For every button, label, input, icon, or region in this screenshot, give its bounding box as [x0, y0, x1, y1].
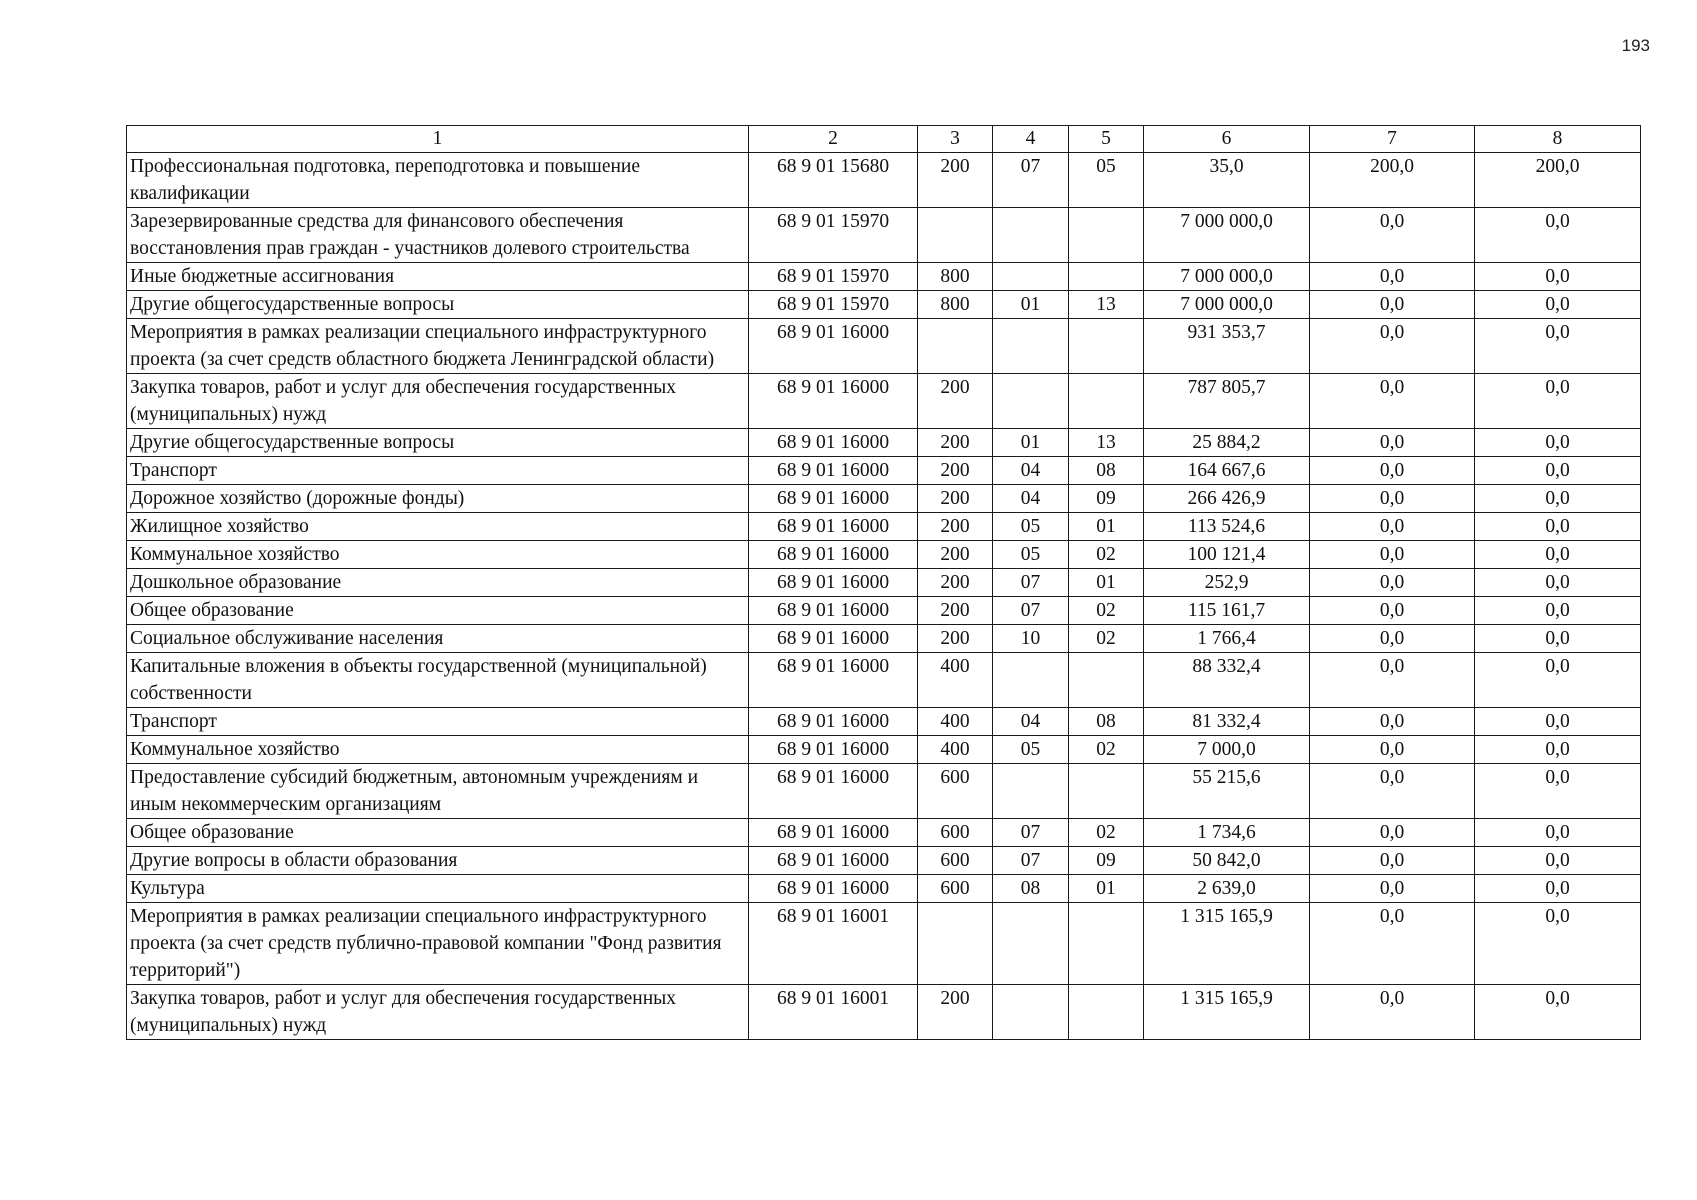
target-article-cell: 68 9 01 16000	[749, 319, 918, 374]
amount-year1-cell: 35,0	[1144, 153, 1310, 208]
amount-year3-cell: 0,0	[1475, 485, 1641, 513]
table-row	[127, 847, 1641, 875]
amount-year3-cell: 0,0	[1475, 263, 1641, 291]
target-article-cell: 68 9 01 15970	[749, 208, 918, 263]
amount-year1-cell: 55 215,6	[1144, 764, 1310, 819]
amount-year2-cell: 0,0	[1310, 208, 1475, 263]
section-cell: 10	[993, 625, 1069, 653]
amount-year3-cell: 0,0	[1475, 903, 1641, 985]
section-cell: 01	[993, 291, 1069, 319]
subsection-cell	[1069, 208, 1144, 263]
expense-type-cell: 200	[918, 597, 993, 625]
amount-year1-cell: 7 000,0	[1144, 736, 1310, 764]
amount-year2-cell: 0,0	[1310, 291, 1475, 319]
amount-year1-cell: 164 667,6	[1144, 457, 1310, 485]
target-article-cell: 68 9 01 16000	[749, 569, 918, 597]
subsection-cell	[1069, 985, 1144, 1040]
table-row	[127, 291, 1641, 319]
table-row	[127, 569, 1641, 597]
subsection-cell	[1069, 903, 1144, 985]
amount-year2-cell: 0,0	[1310, 875, 1475, 903]
amount-year2-cell: 0,0	[1310, 819, 1475, 847]
amount-year1-cell: 266 426,9	[1144, 485, 1310, 513]
section-cell	[993, 764, 1069, 819]
section-cell: 07	[993, 569, 1069, 597]
expense-name-cell: Коммунальное хозяйство	[127, 541, 749, 569]
section-cell: 07	[993, 847, 1069, 875]
section-cell: 01	[993, 429, 1069, 457]
subsection-cell: 02	[1069, 541, 1144, 569]
expense-type-cell	[918, 319, 993, 374]
target-article-cell: 68 9 01 16000	[749, 429, 918, 457]
amount-year3-cell: 0,0	[1475, 208, 1641, 263]
expense-name-cell: Закупка товаров, работ и услуг для обеспечения государственных (муниципальных) нужд	[127, 985, 749, 1040]
expense-name-cell: Другие общегосударственные вопросы	[127, 429, 749, 457]
subsection-cell: 02	[1069, 819, 1144, 847]
target-article-cell: 68 9 01 16000	[749, 457, 918, 485]
subsection-cell	[1069, 764, 1144, 819]
amount-year1-cell: 7 000 000,0	[1144, 208, 1310, 263]
column-header: 6	[1144, 126, 1310, 153]
amount-year1-cell: 81 332,4	[1144, 708, 1310, 736]
expense-type-cell: 600	[918, 875, 993, 903]
amount-year3-cell: 0,0	[1475, 569, 1641, 597]
amount-year1-cell: 2 639,0	[1144, 875, 1310, 903]
amount-year3-cell: 0,0	[1475, 708, 1641, 736]
expense-type-cell: 200	[918, 985, 993, 1040]
amount-year3-cell: 0,0	[1475, 847, 1641, 875]
column-number-row	[127, 126, 1641, 153]
expense-type-cell: 200	[918, 374, 993, 429]
column-header: 2	[749, 126, 918, 153]
amount-year2-cell: 0,0	[1310, 457, 1475, 485]
target-article-cell: 68 9 01 16001	[749, 985, 918, 1040]
amount-year1-cell: 115 161,7	[1144, 597, 1310, 625]
amount-year1-cell: 7 000 000,0	[1144, 291, 1310, 319]
subsection-cell	[1069, 319, 1144, 374]
table-row	[127, 457, 1641, 485]
table-row	[127, 736, 1641, 764]
amount-year3-cell: 200,0	[1475, 153, 1641, 208]
target-article-cell: 68 9 01 16000	[749, 819, 918, 847]
amount-year1-cell: 25 884,2	[1144, 429, 1310, 457]
amount-year2-cell: 0,0	[1310, 374, 1475, 429]
amount-year1-cell: 50 842,0	[1144, 847, 1310, 875]
subsection-cell	[1069, 653, 1144, 708]
subsection-cell: 13	[1069, 291, 1144, 319]
amount-year1-cell: 787 805,7	[1144, 374, 1310, 429]
section-cell	[993, 374, 1069, 429]
expense-type-cell	[918, 903, 993, 985]
table-row	[127, 903, 1641, 985]
column-header: 8	[1475, 126, 1641, 153]
expense-name-cell: Коммунальное хозяйство	[127, 736, 749, 764]
table-row	[127, 985, 1641, 1040]
subsection-cell	[1069, 263, 1144, 291]
section-cell: 07	[993, 597, 1069, 625]
section-cell	[993, 985, 1069, 1040]
amount-year2-cell: 0,0	[1310, 597, 1475, 625]
expense-type-cell: 200	[918, 569, 993, 597]
table-row	[127, 875, 1641, 903]
amount-year3-cell: 0,0	[1475, 597, 1641, 625]
amount-year2-cell: 0,0	[1310, 653, 1475, 708]
target-article-cell: 68 9 01 16000	[749, 875, 918, 903]
column-header: 3	[918, 126, 993, 153]
amount-year3-cell: 0,0	[1475, 985, 1641, 1040]
amount-year2-cell: 0,0	[1310, 319, 1475, 374]
section-cell	[993, 653, 1069, 708]
expense-name-cell: Транспорт	[127, 457, 749, 485]
expense-name-cell: Капитальные вложения в объекты государственной (муниципальной) собственности	[127, 653, 749, 708]
subsection-cell: 05	[1069, 153, 1144, 208]
section-cell: 07	[993, 153, 1069, 208]
section-cell: 05	[993, 513, 1069, 541]
subsection-cell: 01	[1069, 569, 1144, 597]
section-cell	[993, 903, 1069, 985]
expense-name-cell: Мероприятия в рамках реализации специального инфраструктурного проекта (за счет средств областного бюджета Ленинградской области)	[127, 319, 749, 374]
target-article-cell: 68 9 01 16000	[749, 597, 918, 625]
subsection-cell	[1069, 374, 1144, 429]
amount-year1-cell: 1 766,4	[1144, 625, 1310, 653]
amount-year3-cell: 0,0	[1475, 819, 1641, 847]
target-article-cell: 68 9 01 16000	[749, 764, 918, 819]
expense-name-cell: Дошкольное образование	[127, 569, 749, 597]
table-row	[127, 625, 1641, 653]
subsection-cell: 08	[1069, 708, 1144, 736]
section-cell	[993, 319, 1069, 374]
target-article-cell: 68 9 01 16000	[749, 847, 918, 875]
amount-year2-cell: 0,0	[1310, 764, 1475, 819]
table-row	[127, 541, 1641, 569]
amount-year3-cell: 0,0	[1475, 875, 1641, 903]
target-article-cell: 68 9 01 16001	[749, 903, 918, 985]
expense-type-cell: 200	[918, 625, 993, 653]
expense-name-cell: Общее образование	[127, 819, 749, 847]
page-number: 193	[1621, 36, 1650, 55]
target-article-cell: 68 9 01 15970	[749, 263, 918, 291]
subsection-cell: 08	[1069, 457, 1144, 485]
table-row	[127, 208, 1641, 263]
table-row	[127, 653, 1641, 708]
amount-year3-cell: 0,0	[1475, 764, 1641, 819]
section-cell: 05	[993, 736, 1069, 764]
target-article-cell: 68 9 01 16000	[749, 541, 918, 569]
expense-name-cell: Предоставление субсидий бюджетным, автономным учреждениям и иным некоммерческим организациям	[127, 764, 749, 819]
expense-type-cell: 400	[918, 653, 993, 708]
subsection-cell: 02	[1069, 597, 1144, 625]
table-row	[127, 429, 1641, 457]
budget-table	[126, 125, 1641, 1040]
expense-name-cell: Мероприятия в рамках реализации специального инфраструктурного проекта (за счет средств публично-правовой компании "Фонд развития территорий")	[127, 903, 749, 985]
amount-year1-cell: 113 524,6	[1144, 513, 1310, 541]
expense-name-cell: Жилищное хозяйство	[127, 513, 749, 541]
expense-name-cell: Закупка товаров, работ и услуг для обеспечения государственных (муниципальных) нужд	[127, 374, 749, 429]
amount-year2-cell: 0,0	[1310, 736, 1475, 764]
amount-year3-cell: 0,0	[1475, 513, 1641, 541]
target-article-cell: 68 9 01 16000	[749, 485, 918, 513]
table-row	[127, 764, 1641, 819]
target-article-cell: 68 9 01 16000	[749, 625, 918, 653]
amount-year1-cell: 88 332,4	[1144, 653, 1310, 708]
expense-name-cell: Культура	[127, 875, 749, 903]
amount-year1-cell: 1 315 165,9	[1144, 985, 1310, 1040]
expense-type-cell	[918, 208, 993, 263]
expense-type-cell: 600	[918, 764, 993, 819]
expense-type-cell: 800	[918, 263, 993, 291]
amount-year3-cell: 0,0	[1475, 653, 1641, 708]
amount-year1-cell: 252,9	[1144, 569, 1310, 597]
expense-type-cell: 600	[918, 819, 993, 847]
section-cell: 05	[993, 541, 1069, 569]
column-header: 5	[1069, 126, 1144, 153]
amount-year3-cell: 0,0	[1475, 374, 1641, 429]
section-cell	[993, 208, 1069, 263]
expense-name-cell: Другие общегосударственные вопросы	[127, 291, 749, 319]
expense-name-cell: Иные бюджетные ассигнования	[127, 263, 749, 291]
amount-year2-cell: 0,0	[1310, 708, 1475, 736]
expense-type-cell: 200	[918, 153, 993, 208]
column-header: 4	[993, 126, 1069, 153]
amount-year2-cell: 0,0	[1310, 903, 1475, 985]
table-row	[127, 708, 1641, 736]
target-article-cell: 68 9 01 16000	[749, 374, 918, 429]
amount-year2-cell: 0,0	[1310, 569, 1475, 597]
subsection-cell: 01	[1069, 875, 1144, 903]
target-article-cell: 68 9 01 15970	[749, 291, 918, 319]
expense-name-cell: Общее образование	[127, 597, 749, 625]
expense-type-cell: 800	[918, 291, 993, 319]
expense-type-cell: 400	[918, 708, 993, 736]
table-row	[127, 374, 1641, 429]
subsection-cell: 13	[1069, 429, 1144, 457]
amount-year1-cell: 7 000 000,0	[1144, 263, 1310, 291]
amount-year3-cell: 0,0	[1475, 736, 1641, 764]
expense-type-cell: 200	[918, 429, 993, 457]
amount-year3-cell: 0,0	[1475, 541, 1641, 569]
expense-type-cell: 200	[918, 457, 993, 485]
amount-year2-cell: 0,0	[1310, 263, 1475, 291]
amount-year2-cell: 200,0	[1310, 153, 1475, 208]
amount-year2-cell: 0,0	[1310, 985, 1475, 1040]
amount-year3-cell: 0,0	[1475, 429, 1641, 457]
target-article-cell: 68 9 01 15680	[749, 153, 918, 208]
amount-year2-cell: 0,0	[1310, 541, 1475, 569]
amount-year2-cell: 0,0	[1310, 485, 1475, 513]
amount-year3-cell: 0,0	[1475, 625, 1641, 653]
expense-name-cell: Зарезервированные средства для финансового обеспечения восстановления прав граждан - участников долевого строительства	[127, 208, 749, 263]
table-body	[127, 153, 1641, 1040]
column-header: 7	[1310, 126, 1475, 153]
amount-year2-cell: 0,0	[1310, 847, 1475, 875]
subsection-cell: 09	[1069, 485, 1144, 513]
section-cell: 07	[993, 819, 1069, 847]
subsection-cell: 02	[1069, 625, 1144, 653]
target-article-cell: 68 9 01 16000	[749, 736, 918, 764]
expense-type-cell: 200	[918, 485, 993, 513]
table-row	[127, 263, 1641, 291]
table-row	[127, 819, 1641, 847]
expense-name-cell: Транспорт	[127, 708, 749, 736]
amount-year1-cell: 1 734,6	[1144, 819, 1310, 847]
section-cell: 04	[993, 457, 1069, 485]
section-cell: 04	[993, 708, 1069, 736]
column-header: 1	[127, 126, 749, 153]
amount-year3-cell: 0,0	[1475, 291, 1641, 319]
amount-year1-cell: 100 121,4	[1144, 541, 1310, 569]
amount-year3-cell: 0,0	[1475, 457, 1641, 485]
target-article-cell: 68 9 01 16000	[749, 708, 918, 736]
expense-type-cell: 200	[918, 513, 993, 541]
table-row	[127, 153, 1641, 208]
expense-type-cell: 200	[918, 541, 993, 569]
target-article-cell: 68 9 01 16000	[749, 653, 918, 708]
amount-year1-cell: 1 315 165,9	[1144, 903, 1310, 985]
table-row	[127, 513, 1641, 541]
expense-type-cell: 600	[918, 847, 993, 875]
expense-name-cell: Дорожное хозяйство (дорожные фонды)	[127, 485, 749, 513]
subsection-cell: 02	[1069, 736, 1144, 764]
amount-year2-cell: 0,0	[1310, 625, 1475, 653]
table-row	[127, 485, 1641, 513]
expense-name-cell: Профессиональная подготовка, переподготовка и повышение квалификации	[127, 153, 749, 208]
expense-name-cell: Другие вопросы в области образования	[127, 847, 749, 875]
subsection-cell: 01	[1069, 513, 1144, 541]
amount-year3-cell: 0,0	[1475, 319, 1641, 374]
amount-year2-cell: 0,0	[1310, 429, 1475, 457]
amount-year1-cell: 931 353,7	[1144, 319, 1310, 374]
section-cell: 04	[993, 485, 1069, 513]
target-article-cell: 68 9 01 16000	[749, 513, 918, 541]
section-cell: 08	[993, 875, 1069, 903]
section-cell	[993, 263, 1069, 291]
amount-year2-cell: 0,0	[1310, 513, 1475, 541]
expense-name-cell: Социальное обслуживание населения	[127, 625, 749, 653]
expense-type-cell: 400	[918, 736, 993, 764]
table-row	[127, 319, 1641, 374]
table-row	[127, 597, 1641, 625]
subsection-cell: 09	[1069, 847, 1144, 875]
